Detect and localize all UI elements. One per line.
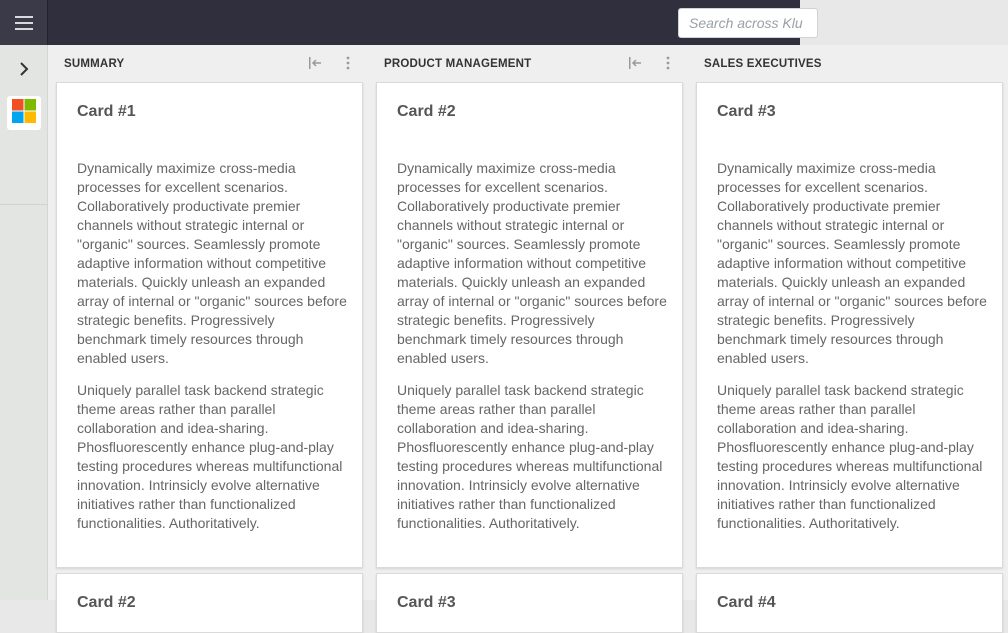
column-product-management (368, 45, 688, 611)
card[interactable] (696, 573, 1003, 633)
card-paragraph: Dynamically maximize cross-media processes for excellent scenarios. Collaboratively productivate premier channels without strategic internal or "organic" sources. Seamlessly promote adaptive information without competitive materials. Quickly unleash an expanded array of internal or "organic" sources before strategic benefits. Progressively benchmark timely resources through enabled users. (77, 160, 347, 366)
card-body (397, 159, 667, 533)
card-body (77, 159, 347, 533)
column-sales-executives (688, 45, 1008, 611)
card-paragraph: Uniquely parallel task backend strategic theme areas rather than parallel collaboration and idea-sharing. Phosfluorescently enhance plug-and-play testing procedures whereas multifunctional innovation. Intrinsicly evolve alternative initiatives rather than functionalized functionalities. Authoritatively. (717, 382, 983, 531)
collapse-left-icon[interactable] (307, 55, 323, 71)
column-title: SALES EXECUTIVES (704, 58, 822, 70)
top-bar (0, 0, 800, 45)
hamburger-menu-icon (15, 16, 33, 30)
card-body (717, 159, 987, 533)
chevron-right-icon (19, 62, 29, 81)
board (48, 45, 987, 611)
card[interactable] (376, 82, 683, 568)
card-title: Card #3 (717, 103, 776, 120)
collapse-left-icon[interactable] (627, 55, 643, 71)
card-title: Card #4 (717, 594, 776, 611)
microsoft-app-tile[interactable] (7, 96, 41, 130)
column-header (48, 45, 368, 82)
left-rail (0, 45, 48, 600)
microsoft-logo-icon (12, 99, 36, 128)
card-paragraph: Uniquely parallel task backend strategic theme areas rather than parallel collaboration and idea-sharing. Phosfluorescently enhance plug-and-play testing procedures whereas multifunctional innovation. Intrinsicly evolve alternative initiatives rather than functionalized functionalities. Authoritatively. (397, 382, 663, 531)
column-summary (48, 45, 368, 611)
column-title: SUMMARY (64, 58, 125, 70)
card[interactable] (376, 573, 683, 633)
card-title: Card #3 (397, 594, 456, 611)
card[interactable] (696, 82, 1003, 568)
card-title: Card #2 (77, 594, 136, 611)
column-header (688, 45, 1008, 82)
card-paragraph: Dynamically maximize cross-media processes for excellent scenarios. Collaboratively productivate premier channels without strategic internal or "organic" sources. Seamlessly promote adaptive information without competitive materials. Quickly unleash an expanded array of internal or "organic" sources before strategic benefits. Progressively benchmark timely resources through enabled users. (717, 160, 987, 366)
card-paragraph: Dynamically maximize cross-media processes for excellent scenarios. Collaboratively productivate premier channels without strategic internal or "organic" sources. Seamlessly promote adaptive information without competitive materials. Quickly unleash an expanded array of internal or "organic" sources before strategic benefits. Progressively benchmark timely resources through enabled users. (397, 160, 667, 366)
column-title: PRODUCT MANAGEMENT (384, 58, 532, 70)
card-title: Card #2 (397, 103, 456, 120)
card-paragraph: Uniquely parallel task backend strategic theme areas rather than parallel collaboration and idea-sharing. Phosfluorescently enhance plug-and-play testing procedures whereas multifunctional innovation. Intrinsicly evolve alternative initiatives rather than functionalized functionalities. Authoritatively. (77, 382, 343, 531)
search-input[interactable] (678, 8, 818, 38)
rail-divider (0, 204, 48, 205)
card[interactable] (56, 82, 363, 568)
card-title: Card #1 (77, 103, 136, 120)
hamburger-menu-button[interactable] (0, 0, 48, 45)
card[interactable] (56, 573, 363, 633)
more-vertical-icon[interactable] (660, 55, 676, 71)
expand-sidebar-button[interactable] (12, 59, 36, 83)
more-vertical-icon[interactable] (340, 55, 356, 71)
column-header (368, 45, 688, 82)
